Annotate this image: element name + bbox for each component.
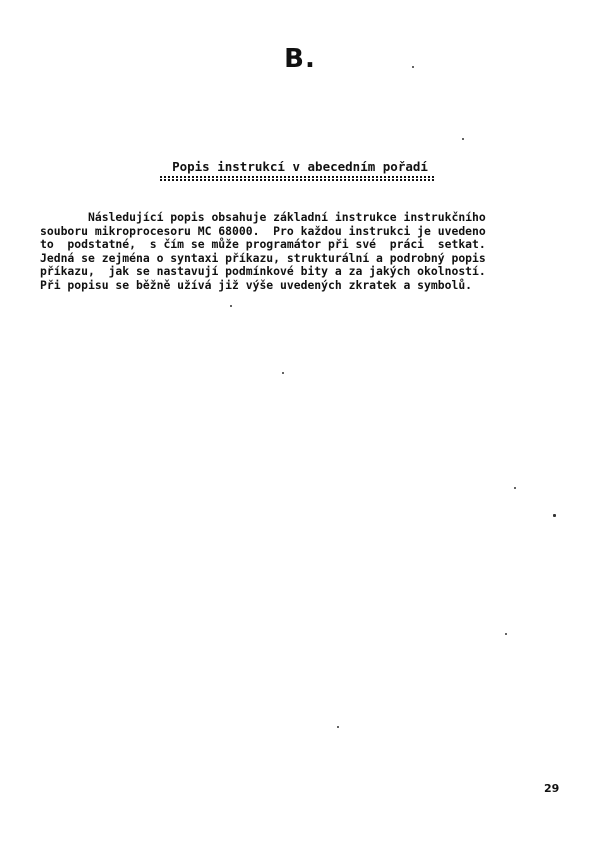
chapter-heading: B. — [284, 44, 316, 74]
scan-speck — [412, 66, 414, 68]
scan-speck — [282, 372, 284, 374]
body-line: to podstatné, s čím se může programátor při své práci setkat. — [40, 237, 486, 252]
scan-speck — [553, 514, 556, 517]
body-paragraph — [40, 211, 562, 293]
scan-speck — [337, 726, 339, 728]
body-line: Jedná se zejména o syntaxi příkazu, strukturální a podrobný popis — [40, 250, 486, 265]
body-line: příkazu, jak se nastavují podmínkové bity a za jakých okolností. — [40, 264, 486, 279]
scan-speck — [230, 305, 232, 307]
body-line: Při popisu se běžně užívá již výše uvedených zkratek a symbolů. — [40, 277, 473, 292]
body-line: souboru mikroprocesoru MC 68000. Pro každou instrukci je uvedeno — [40, 223, 486, 238]
scan-speck — [505, 633, 507, 635]
page-number: 29 — [544, 782, 560, 795]
scan-speck — [514, 487, 516, 489]
scan-speck — [462, 138, 464, 140]
section-title: Popis instrukcí v abecedním pořadí — [172, 159, 428, 174]
title-underline — [160, 176, 434, 181]
body-line: Následující popis obsahuje základní instrukce instrukčního — [40, 210, 486, 224]
